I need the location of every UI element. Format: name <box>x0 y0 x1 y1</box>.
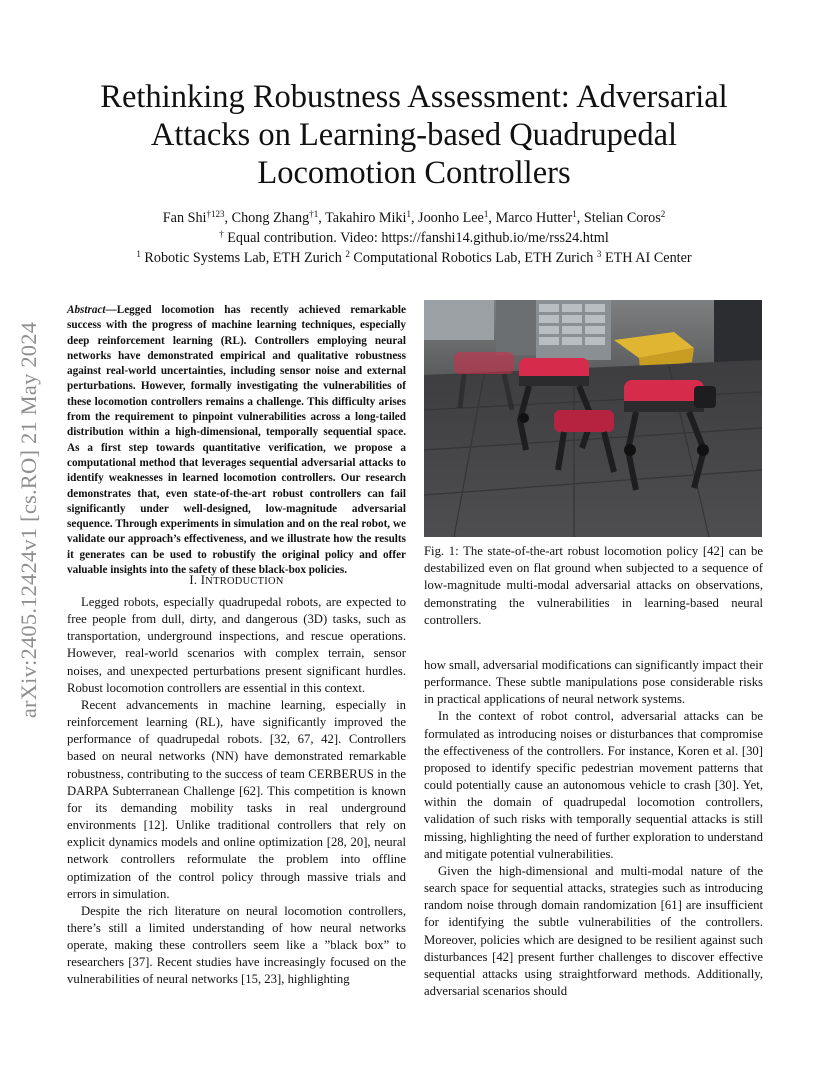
section-title-rest: NTRODUCTION <box>205 576 284 587</box>
contribution-note: Equal contribution. Video: https://fanshi14.github.io/me/rss24.html <box>227 230 609 246</box>
title-line-3: Locomotion Controllers <box>257 155 571 191</box>
author-name: Joonho Lee <box>418 210 484 226</box>
author-name: Fan Shi <box>162 210 207 226</box>
section-title-initial: I <box>200 573 206 587</box>
abstract-label: Abstract <box>67 304 106 316</box>
affiliations-line <box>70 248 758 268</box>
affiliation-num: 1 <box>136 249 141 259</box>
author-sup: 1 <box>483 209 489 219</box>
arxiv-side-stamp <box>14 275 44 765</box>
affiliation-num: 2 <box>345 249 350 259</box>
author-name: Chong Zhang <box>231 210 310 226</box>
dagger-mark: † <box>219 229 224 239</box>
author-block <box>70 208 758 268</box>
author-names: Fan Shi$^{\dagger 123}$, Chong Zhang$^{\dagger 1}$, Takahiro Miki$^1$, Joonho Lee$^1$, Marco Hutter$^1$, Stelian Coros$^2$ <box>162 209 666 226</box>
author-name: Takahiro Miki <box>325 210 407 226</box>
title-line-2: Attacks on Learning-based Quadrupedal <box>150 117 678 153</box>
robot-photo-illustration <box>424 300 762 537</box>
abstract <box>67 303 406 578</box>
arxiv-id: arXiv:2405.12424v1 [cs.RO] 21 May 2024 <box>16 321 41 719</box>
affiliation-num: 3 <box>596 249 602 259</box>
paragraph: Recent advancements in machine learning, especially in reinforcement learning (RL), have significantly improved the performance of quadrupedal robots. [32, 67, 42]. Controllers based on neural networks (NN) have demonstrated remarkable robustness, contributing to the success of team CERBERUS in the DARPA Subterranean Challenge [62]. This competition is known for its demanding mobility tasks in real underground environments [12]. Unlike traditional controllers that rely on explicit dynamics models and online optimization [28, 20], neural network controllers reformulate the problem into offline optimization of the control policy through massive trials and errors in simulation. <box>67 697 406 901</box>
paper-title <box>70 78 758 192</box>
contribution-note-line <box>70 228 758 248</box>
affiliation: Robotic Systems Lab, ETH Zurich <box>144 250 342 266</box>
section-numeral: I. <box>189 573 198 587</box>
author-sup: 1 <box>572 209 577 219</box>
figure-1-caption: Fig. 1: The state-of-the-art robust locomotion policy [42] can be destabilized even on flat ground when subjected to a sequence of low-magnitude multi-modal adversarial attacks on observations, demonstrating the vulnerabilities in learning-based neural controllers. <box>424 544 763 627</box>
author-sup: 2 <box>660 209 666 219</box>
author-name: Stelian Coros <box>583 210 661 226</box>
title-line-1: Rethinking Robustness Assessment: Adversarial <box>100 79 728 115</box>
affiliation: Computational Robotics Lab, ETH Zurich <box>353 250 594 266</box>
right-column-body <box>424 657 763 1000</box>
author-sup: †123 <box>206 209 225 219</box>
section-heading-introduction <box>67 573 406 588</box>
author-sup: †1 <box>309 209 319 219</box>
paragraph: how small, adversarial modifications can significantly impact their performance. These subtle manipulations pose considerable risks in practical applications of neural network systems. <box>424 658 763 707</box>
paragraph: Legged robots, especially quadrupedal robots, are expected to free people from dull, dirty, and dangerous (3D) tasks, such as transportation, underground inspections, and rescue operations. However, real-world scenarios with complex terrain, sensor noises, and unexpected perturbations present significant hurdles. Robust locomotion controllers are essential in this context. <box>67 595 406 695</box>
paragraph: In the context of robot control, adversarial attacks can be formulated as introducing noises or disturbances that compromise the effectiveness of the controllers. For instance, Koren et al. [30] proposed to identify specific pedestrian movement patterns that could potentially cause an autonomous vehicle to crash [30]. Yet, within the domain of quadrupedal locomotion controllers, validation of such risks with temporally sequential attacks is still missing, highlighting the need of further exploration to understand and mitigate potential vulnerabilities. <box>424 709 763 861</box>
paragraph: Despite the rich literature on neural locomotion controllers, there’s still a limited understanding of how neural networks operate, making these controllers seem like a ”black box” to researchers [37]. Recent studies have increasingly focused on the vulnerabilities of neural networks [15, 23], highlighting <box>67 903 406 987</box>
abstract-text: —Legged locomotion has recently achieved remarkable success with the progress of machine learning techniques, especially deep reinforcement learning (RL). Controllers employing neural networks have demonstrated empirical and qualitative robustness against real-world uncertainties, including sensor noise and external perturbations. However, formally investigating the vulnerabilities of these locomotion controllers remains a challenge. This difficulty arises from the requirement to pinpoint vulnerabilities across a long-tailed distribution within a high-dimensional, temporally sequential space. As a first step towards quantitative verification, we propose a computational method that leverages sequential adversarial attacks to identify weaknesses in learned locomotion controllers. Our research demonstrates that, even state-of-the-art robust controllers can fail significantly under well-designed, low-magnitude adversarial sequence. Through experiments in simulation and on the real robot, we validate our approach’s effectiveness, and we illustrate how the results it generates can be used to robustify the original policy and offer valuable insights into the safety of these black-box policies. <box>67 304 406 577</box>
author-name: Marco Hutter <box>495 210 573 226</box>
left-column-body <box>67 594 406 989</box>
figure-1-photo <box>424 300 762 537</box>
paragraph: Given the high-dimensional and multi-modal nature of the search space for sequential attacks, strategies such as introducing random noise through domain randomization [61] are insufficient for identifying the subtle vulnerabilities of the controllers. Moreover, policies which are designed to be resilient against such disturbances [42] present further challenges to discover effective sequential attacks using straightforward methods. Additionally, adversarial scenarios should <box>424 863 763 998</box>
affiliation: ETH AI Center <box>604 250 692 266</box>
author-sup: 1 <box>406 209 411 219</box>
